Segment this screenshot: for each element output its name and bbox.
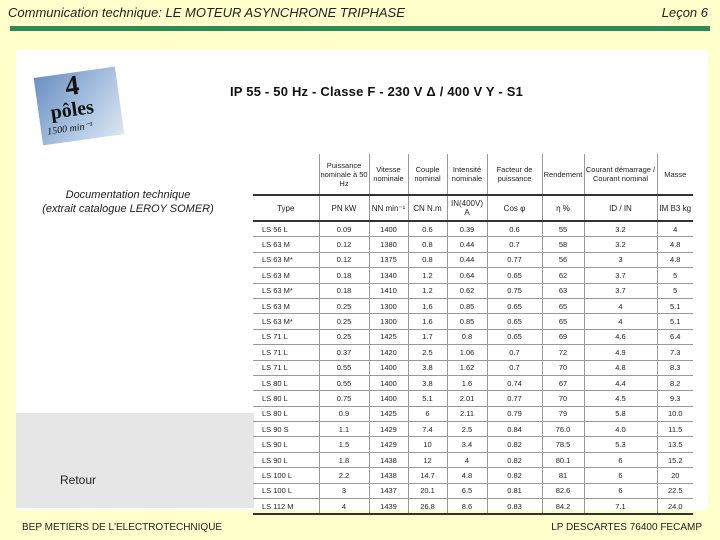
table-cell: 1425 xyxy=(369,406,408,421)
table-cell: 0.65 xyxy=(487,298,542,313)
motor-type-cell: LS 80 L xyxy=(253,406,319,421)
table-cell: 8.3 xyxy=(657,360,693,375)
table-cell: 2.5 xyxy=(447,422,487,437)
table-cell: 0.6 xyxy=(487,221,542,237)
table-row xyxy=(253,406,693,421)
motor-type-cell: LS 112 M xyxy=(253,499,319,515)
table-row xyxy=(253,499,693,515)
table-cell: 0.82 xyxy=(487,452,542,467)
table-cell: 3.8 xyxy=(408,360,447,375)
motor-type-cell: LS 71 L xyxy=(253,345,319,360)
table-cell: 2.2 xyxy=(319,468,369,483)
table-cell: 5.8 xyxy=(584,406,657,421)
table-cell: 14.7 xyxy=(408,468,447,483)
table-cell: 6 xyxy=(584,483,657,498)
table-cell: 58 xyxy=(542,237,584,252)
table-row xyxy=(253,360,693,375)
table-cell: 1.06 xyxy=(447,345,487,360)
spec-line: IP 55 - 50 Hz - Classe F - 230 V Δ / 400 V Y - S1 xyxy=(230,84,524,99)
motor-type-cell: LS 63 M xyxy=(253,298,319,313)
table-cell: 2.01 xyxy=(447,391,487,406)
logo-number: 4 xyxy=(63,69,82,103)
table-cell: 70 xyxy=(542,391,584,406)
column-unit: NN min⁻¹ xyxy=(369,195,408,221)
table-cell: 12 xyxy=(408,452,447,467)
table-cell: 22.5 xyxy=(657,483,693,498)
table-cell: 7.4 xyxy=(408,422,447,437)
table-cell: 0.55 xyxy=(319,375,369,390)
table-cell: 1.5 xyxy=(319,437,369,452)
table-cell: 6.5 xyxy=(447,483,487,498)
table-cell: 9.3 xyxy=(657,391,693,406)
table-cell: 4 xyxy=(584,314,657,329)
table-cell: 76.0 xyxy=(542,422,584,437)
table-cell: 1438 xyxy=(369,468,408,483)
table-cell: 63 xyxy=(542,283,584,298)
table-cell: 0.8 xyxy=(408,252,447,267)
doc-caption xyxy=(18,188,238,216)
table-cell: 0.65 xyxy=(487,314,542,329)
table-cell: 1.1 xyxy=(319,422,369,437)
table-cell: 0.18 xyxy=(319,283,369,298)
table-cell: 1.6 xyxy=(447,375,487,390)
table-cell: 4.8 xyxy=(447,468,487,483)
table-cell: 0.82 xyxy=(487,437,542,452)
motor-type-cell: LS 80 L xyxy=(253,375,319,390)
table-cell: 10.0 xyxy=(657,406,693,421)
column-unit: η % xyxy=(542,195,584,221)
table-cell: 0.85 xyxy=(447,314,487,329)
table-cell: 56 xyxy=(542,252,584,267)
column-header: Vitesse nominale xyxy=(369,154,408,195)
motor-type-cell: LS 90 L xyxy=(253,452,319,467)
table-cell: 4.8 xyxy=(657,252,693,267)
table-cell: 4.9 xyxy=(584,345,657,360)
table-cell: 6 xyxy=(408,406,447,421)
table-cell: 20 xyxy=(657,468,693,483)
table-cell: 1.2 xyxy=(408,283,447,298)
table-cell: 1.2 xyxy=(408,268,447,283)
table-cell: 24.0 xyxy=(657,499,693,515)
table-cell: 7.1 xyxy=(584,499,657,515)
table-cell: 26.8 xyxy=(408,499,447,515)
table-cell: 4.8 xyxy=(584,360,657,375)
table-cell: 3.7 xyxy=(584,283,657,298)
header-title: Communication technique: LE MOTEUR ASYNCHRONE TRIPHASE xyxy=(8,5,405,20)
table-cell: 1.8 xyxy=(319,452,369,467)
table-cell: 0.83 xyxy=(487,499,542,515)
table-cell: 0.55 xyxy=(319,360,369,375)
table-cell: 0.09 xyxy=(319,221,369,237)
motor-type-cell: LS 90 L xyxy=(253,437,319,452)
table-cell: 80.1 xyxy=(542,452,584,467)
table-row xyxy=(253,345,693,360)
table-cell: 0.25 xyxy=(319,298,369,313)
motor-type-cell: LS 63 M* xyxy=(253,283,319,298)
table-cell: 1420 xyxy=(369,345,408,360)
table-cell: 4.4 xyxy=(584,375,657,390)
table-cell: 0.65 xyxy=(487,329,542,344)
table-cell: 4.0 xyxy=(584,422,657,437)
footer-left: BEP METIERS DE L'ELECTROTECHNIQUE xyxy=(22,522,223,533)
retour-link[interactable]: Retour xyxy=(60,473,97,487)
table-cell: 0.7 xyxy=(487,345,542,360)
doc-caption-line-2: (extrait catalogue LEROY SOMER) xyxy=(42,203,214,215)
table-cell: 0.82 xyxy=(487,468,542,483)
table-cell: 5 xyxy=(657,283,693,298)
table-row xyxy=(253,298,693,313)
column-header: Masse xyxy=(657,154,693,195)
table-cell: 82.6 xyxy=(542,483,584,498)
motor-type-cell: LS 100 L xyxy=(253,483,319,498)
table-units-row xyxy=(253,195,693,221)
table-row xyxy=(253,268,693,283)
table-cell: 0.77 xyxy=(487,252,542,267)
table-cell: 0.37 xyxy=(319,345,369,360)
table-cell: 0.65 xyxy=(487,268,542,283)
table-cell: 0.7 xyxy=(487,237,542,252)
table-cell: 65 xyxy=(542,314,584,329)
table-row xyxy=(253,329,693,344)
column-unit: IN(400V) A xyxy=(447,195,487,221)
table-cell: 3.2 xyxy=(584,221,657,237)
table-cell: 5 xyxy=(657,268,693,283)
table-cell: 1.62 xyxy=(447,360,487,375)
column-header: Rendement xyxy=(542,154,584,195)
doc-caption-line-1: Documentation technique xyxy=(65,189,191,201)
table-cell: 5.1 xyxy=(408,391,447,406)
table-row xyxy=(253,283,693,298)
table-cell: 1400 xyxy=(369,221,408,237)
table-cell: 0.8 xyxy=(447,329,487,344)
table-cell: 3.7 xyxy=(584,268,657,283)
table-cell: 1375 xyxy=(369,252,408,267)
table-cell: 0.25 xyxy=(319,329,369,344)
table-cell: 67 xyxy=(542,375,584,390)
table-cell: 10 xyxy=(408,437,447,452)
table-cell: 3 xyxy=(319,483,369,498)
footer-right: LP DESCARTES 76400 FECAMP xyxy=(551,522,702,533)
table-cell: 1425 xyxy=(369,329,408,344)
table-cell: 1410 xyxy=(369,283,408,298)
table-row xyxy=(253,468,693,483)
table-cell: 0.8 xyxy=(408,237,447,252)
table-cell: 78.5 xyxy=(542,437,584,452)
table-header-row xyxy=(253,154,693,195)
table-cell: 8.6 xyxy=(447,499,487,515)
table-cell: 8.2 xyxy=(657,375,693,390)
column-header: Couple nominal xyxy=(408,154,447,195)
column-unit: Type xyxy=(253,195,319,221)
poles-logo xyxy=(34,67,125,146)
motor-type-cell: LS 80 L xyxy=(253,391,319,406)
column-unit: ID / IN xyxy=(584,195,657,221)
table-cell: 0.75 xyxy=(487,283,542,298)
table-cell: 2.11 xyxy=(447,406,487,421)
table-cell: 5.1 xyxy=(657,314,693,329)
table-cell: 5.1 xyxy=(657,298,693,313)
table-cell: 6 xyxy=(584,468,657,483)
table-row xyxy=(253,252,693,267)
table-row xyxy=(253,452,693,467)
table-cell: 0.25 xyxy=(319,314,369,329)
column-header: Puissance nominale à 50 Hz xyxy=(319,154,369,195)
table-cell: 79 xyxy=(542,406,584,421)
table-cell: 4 xyxy=(584,298,657,313)
table-row xyxy=(253,314,693,329)
motor-type-cell: LS 90 S xyxy=(253,422,319,437)
column-unit: IM B3 kg xyxy=(657,195,693,221)
table-cell: 69 xyxy=(542,329,584,344)
table-cell: 0.9 xyxy=(319,406,369,421)
table-cell: 0.44 xyxy=(447,252,487,267)
motor-type-cell: LS 71 L xyxy=(253,360,319,375)
table-cell: 0.74 xyxy=(487,375,542,390)
table-cell: 1.6 xyxy=(408,314,447,329)
table-cell: 72 xyxy=(542,345,584,360)
table-cell: 1400 xyxy=(369,360,408,375)
table-cell: 0.75 xyxy=(319,391,369,406)
motor-type-cell: LS 56 L xyxy=(253,221,319,237)
table-cell: 4 xyxy=(447,452,487,467)
table-cell: 0.62 xyxy=(447,283,487,298)
table-cell: 1429 xyxy=(369,437,408,452)
logo-speed: 1500 min⁻¹ xyxy=(46,120,94,138)
table-cell: 1.6 xyxy=(408,298,447,313)
table-cell: 0.79 xyxy=(487,406,542,421)
header-divider xyxy=(10,26,710,31)
table-cell: 0.77 xyxy=(487,391,542,406)
table-cell: 1400 xyxy=(369,391,408,406)
column-unit: Cos φ xyxy=(487,195,542,221)
table-cell: 3 xyxy=(584,252,657,267)
table-cell: 1438 xyxy=(369,452,408,467)
table-cell: 1380 xyxy=(369,237,408,252)
table-cell: 6 xyxy=(584,452,657,467)
motor-type-cell: LS 63 M xyxy=(253,268,319,283)
table-row xyxy=(253,237,693,252)
table-row xyxy=(253,391,693,406)
motor-type-cell: LS 63 M* xyxy=(253,314,319,329)
table-cell: 0.18 xyxy=(319,268,369,283)
table-cell: 84.2 xyxy=(542,499,584,515)
column-header: Intensité nominale xyxy=(447,154,487,195)
motor-type-cell: LS 71 L xyxy=(253,329,319,344)
table-cell: 0.12 xyxy=(319,252,369,267)
table-cell: 0.39 xyxy=(447,221,487,237)
motor-catalog-table xyxy=(253,154,693,515)
table-cell: 4 xyxy=(319,499,369,515)
motor-type-cell: LS 100 L xyxy=(253,468,319,483)
retour-area xyxy=(16,413,254,508)
table-cell: 0.85 xyxy=(447,298,487,313)
table-cell: 1429 xyxy=(369,422,408,437)
motor-type-cell: LS 63 M xyxy=(253,237,319,252)
table-cell: 1300 xyxy=(369,298,408,313)
table-cell: 1.7 xyxy=(408,329,447,344)
table-cell: 1300 xyxy=(369,314,408,329)
table-cell: 4.5 xyxy=(584,391,657,406)
table-cell: 70 xyxy=(542,360,584,375)
column-header: Facteur de puissance xyxy=(487,154,542,195)
table-cell: 55 xyxy=(542,221,584,237)
table-cell: 4.6 xyxy=(584,329,657,344)
table-cell: 0.12 xyxy=(319,237,369,252)
logo-word: pôles xyxy=(49,96,96,124)
table-cell: 5.3 xyxy=(584,437,657,452)
table-cell: 2.5 xyxy=(408,345,447,360)
table-cell: 0.84 xyxy=(487,422,542,437)
table-cell: 0.81 xyxy=(487,483,542,498)
table-cell: 0.7 xyxy=(487,360,542,375)
column-header xyxy=(253,154,319,195)
table-cell: 1437 xyxy=(369,483,408,498)
table-cell: 1400 xyxy=(369,375,408,390)
table-cell: 20.1 xyxy=(408,483,447,498)
table-cell: 0.6 xyxy=(408,221,447,237)
column-unit: CN N.m xyxy=(408,195,447,221)
lesson-label: Leçon 6 xyxy=(661,5,708,20)
table-cell: 4.8 xyxy=(657,237,693,252)
table-cell: 1340 xyxy=(369,268,408,283)
table-cell: 7.3 xyxy=(657,345,693,360)
table-row xyxy=(253,375,693,390)
table-row xyxy=(253,422,693,437)
table-cell: 3.2 xyxy=(584,237,657,252)
table-cell: 3.4 xyxy=(447,437,487,452)
table-cell: 0.44 xyxy=(447,237,487,252)
column-header: Courant démarrage / Courant nominal xyxy=(584,154,657,195)
table-cell: 0.64 xyxy=(447,268,487,283)
table-cell: 81 xyxy=(542,468,584,483)
table-cell: 13.5 xyxy=(657,437,693,452)
table-cell: 6.4 xyxy=(657,329,693,344)
table-row xyxy=(253,437,693,452)
table-cell: 1439 xyxy=(369,499,408,515)
column-unit: PN kW xyxy=(319,195,369,221)
table-cell: 4 xyxy=(657,221,693,237)
table-cell: 3.8 xyxy=(408,375,447,390)
table-cell: 15.2 xyxy=(657,452,693,467)
table-cell: 65 xyxy=(542,298,584,313)
table-cell: 11.5 xyxy=(657,422,693,437)
motor-type-cell: LS 63 M* xyxy=(253,252,319,267)
table-row xyxy=(253,483,693,498)
table-row xyxy=(253,221,693,237)
table-cell: 62 xyxy=(542,268,584,283)
